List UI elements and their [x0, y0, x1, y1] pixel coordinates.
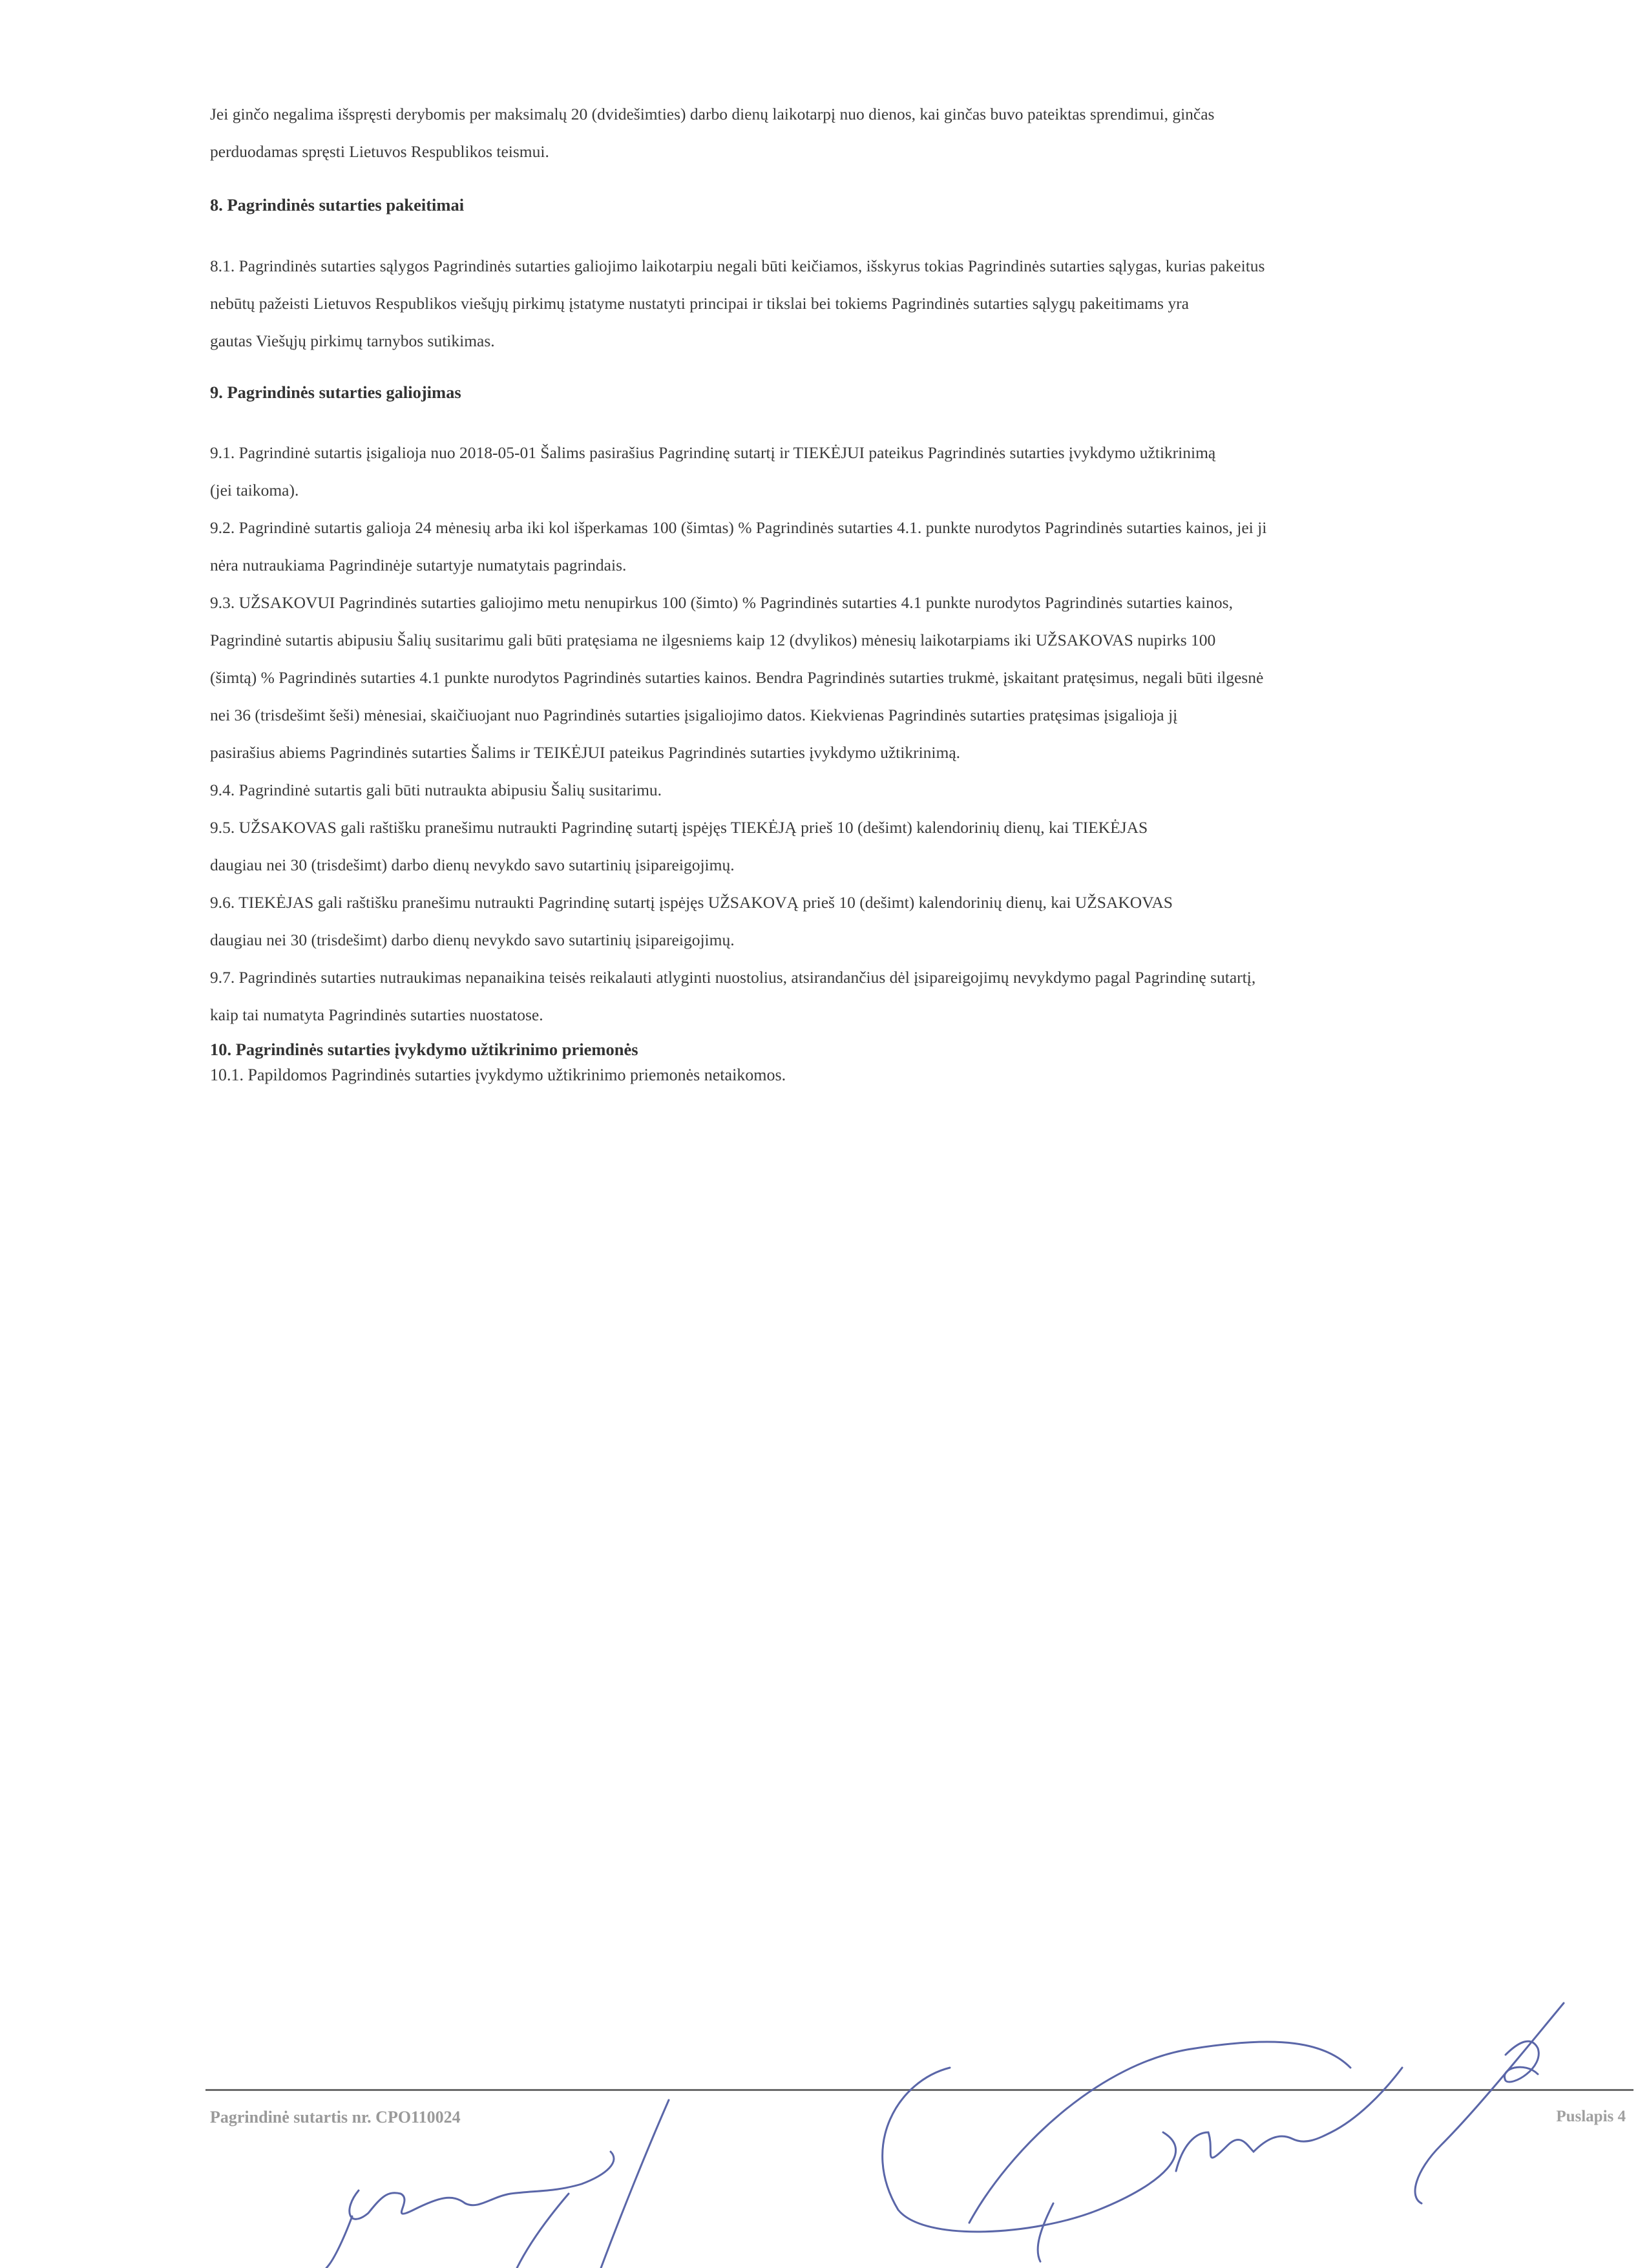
section-9-heading: 9. Pagrindinės sutarties galiojimas [210, 383, 461, 402]
clause-9-6-line-2: daugiau nei 30 (trisdešimt) darbo dienų nevykdo savo sutartinių įsipareigojimų. [210, 930, 735, 949]
signature-right-icon [883, 2003, 1564, 2262]
clause-9-5-line-2: daugiau nei 30 (trisdešimt) darbo dienų nevykdo savo sutartinių įsipareigojimų. [210, 856, 735, 874]
clause-9-3-line-1: 9.3. UŽSAKOVUI Pagrindinės sutarties galiojimo metu nenupirkus 100 (šimto) % Pagrindinės sutarties 4.1 punkte nurodytos Pagrindinės sutarties kainos, [210, 593, 1233, 612]
clause-7-3-line-1: Jei ginčo negalima išspręsti derybomis per maksimalų 20 (dvidešimties) darbo dienų laikotarpį nuo dienos, kai ginčas buvo pateiktas sprendimui, ginčas [210, 105, 1215, 123]
clause-9-2-line-2: nėra nutraukiama Pagrindinėje sutartyje numatytais pagrindais. [210, 556, 627, 574]
clause-7-3-line-2: perduodamas spręsti Lietuvos Respublikos teismui. [210, 142, 549, 161]
clause-9-6-line-1: 9.6. TIEKĖJAS gali raštišku pranešimu nutraukti Pagrindinę sutartį įspėjęs UŽSAKOVĄ prieš 10 (dešimt) kalendorinių dienų, kai UŽSAKOVAS [210, 893, 1173, 912]
footer-page-number: Puslapis 4 [1556, 2108, 1626, 2125]
footer-divider [205, 2089, 1633, 2091]
clause-8-1 [210, 247, 1554, 360]
clause-9-1-line-2: (jei taikoma). [210, 481, 299, 499]
clause-8-1-line-1: 8.1. Pagrindinės sutarties sąlygos Pagrindinės sutarties galiojimo laikotarpiu negali būti keičiamos, išskyrus tokias Pagrindinės sutarties sąlygas, kurias pakeitus [210, 257, 1265, 275]
footer-contract-number: Pagrindinė sutartis nr. CPO110024 [210, 2108, 461, 2126]
clause-7-3 [210, 96, 1554, 171]
clause-8-1-line-2: nebūtų pažeisti Lietuvos Respublikos viešųjų pirkimų įstatyme nustatyti principai ir tikslai bei tokiems Pagrindinės sutarties sąlygų pakeitimams yra [210, 294, 1189, 313]
section-9-clauses [210, 434, 1554, 1034]
section-10 [210, 1037, 1554, 1087]
section-8-heading: 8. Pagrindinės sutarties pakeitimai [210, 195, 465, 215]
clause-9-1-line-1: 9.1. Pagrindinė sutartis įsigalioja nuo 2018-05-01 Šalims pasirašius Pagrindinę sutartį ir TIEKĖJUI pateikus Pagrindinės sutarties įvykdymo užtikrinimą [210, 443, 1216, 462]
clause-9-7-line-1: 9.7. Pagrindinės sutarties nutraukimas nepanaikina teisės reikalauti atlyginti nuostolius, atsirandančius dėl įsipareigojimų nevykdymo pagal Pagrindinę sutartį, [210, 968, 1256, 987]
clause-9-3-line-3: (šimtą) % Pagrindinės sutarties 4.1 punkte nurodytos Pagrindinės sutarties kainos. Bendra Pagrindinės sutarties trukmė, įskaitant pratęsimus, negali būti ilgesnė [210, 668, 1264, 687]
section-10-heading: 10. Pagrindinės sutarties įvykdymo užtikrinimo priemonės [210, 1040, 638, 1059]
clause-9-2-line-1: 9.2. Pagrindinė sutartis galioja 24 mėnesių arba iki kol išperkamas 100 (šimtas) % Pagrindinės sutarties 4.1. punkte nurodytos Pagrindinės sutarties kainos, jei ji [210, 518, 1267, 537]
clause-9-5-line-1: 9.5. UŽSAKOVAS gali raštišku pranešimu nutraukti Pagrindinę sutartį įspėjęs TIEKĖJĄ prieš 10 (dešimt) kalendorinių dienų, kai TIEKĖJAS [210, 818, 1148, 837]
clause-9-4: 9.4. Pagrindinė sutartis gali būti nutraukta abipusiu Šalių susitarimu. [210, 781, 662, 799]
clause-9-7-line-2: kaip tai numatyta Pagrindinės sutarties nuostatose. [210, 1005, 543, 1024]
clause-9-3-line-4: nei 36 (trisdešimt šeši) mėnesiai, skaičiuojant nuo Pagrindinės sutarties įsigaliojimo datos. Kiekvienas Pagrindinės sutarties pratęsimas įsigalioja jį [210, 706, 1178, 724]
clause-9-3-line-2: Pagrindinė sutartis abipusiu Šalių susitarimu gali būti pratęsiama ne ilgesniems kaip 12 (dvylikos) mėnesių laikotarpiams iki UŽSAKOVAS nupirks 100 [210, 631, 1216, 649]
clause-10-1: 10.1. Papildomos Pagrindinės sutarties įvykdymo užtikrinimo priemonės netaikomos. [210, 1066, 786, 1084]
clause-9-3-line-5: pasirašius abiems Pagrindinės sutarties Šalims ir TEIKĖJUI pateikus Pagrindinės sutarties įvykdymo užtikrinimą. [210, 743, 961, 762]
clause-8-1-line-3: gautas Viešųjų pirkimų tarnybos sutikimas. [210, 331, 495, 350]
